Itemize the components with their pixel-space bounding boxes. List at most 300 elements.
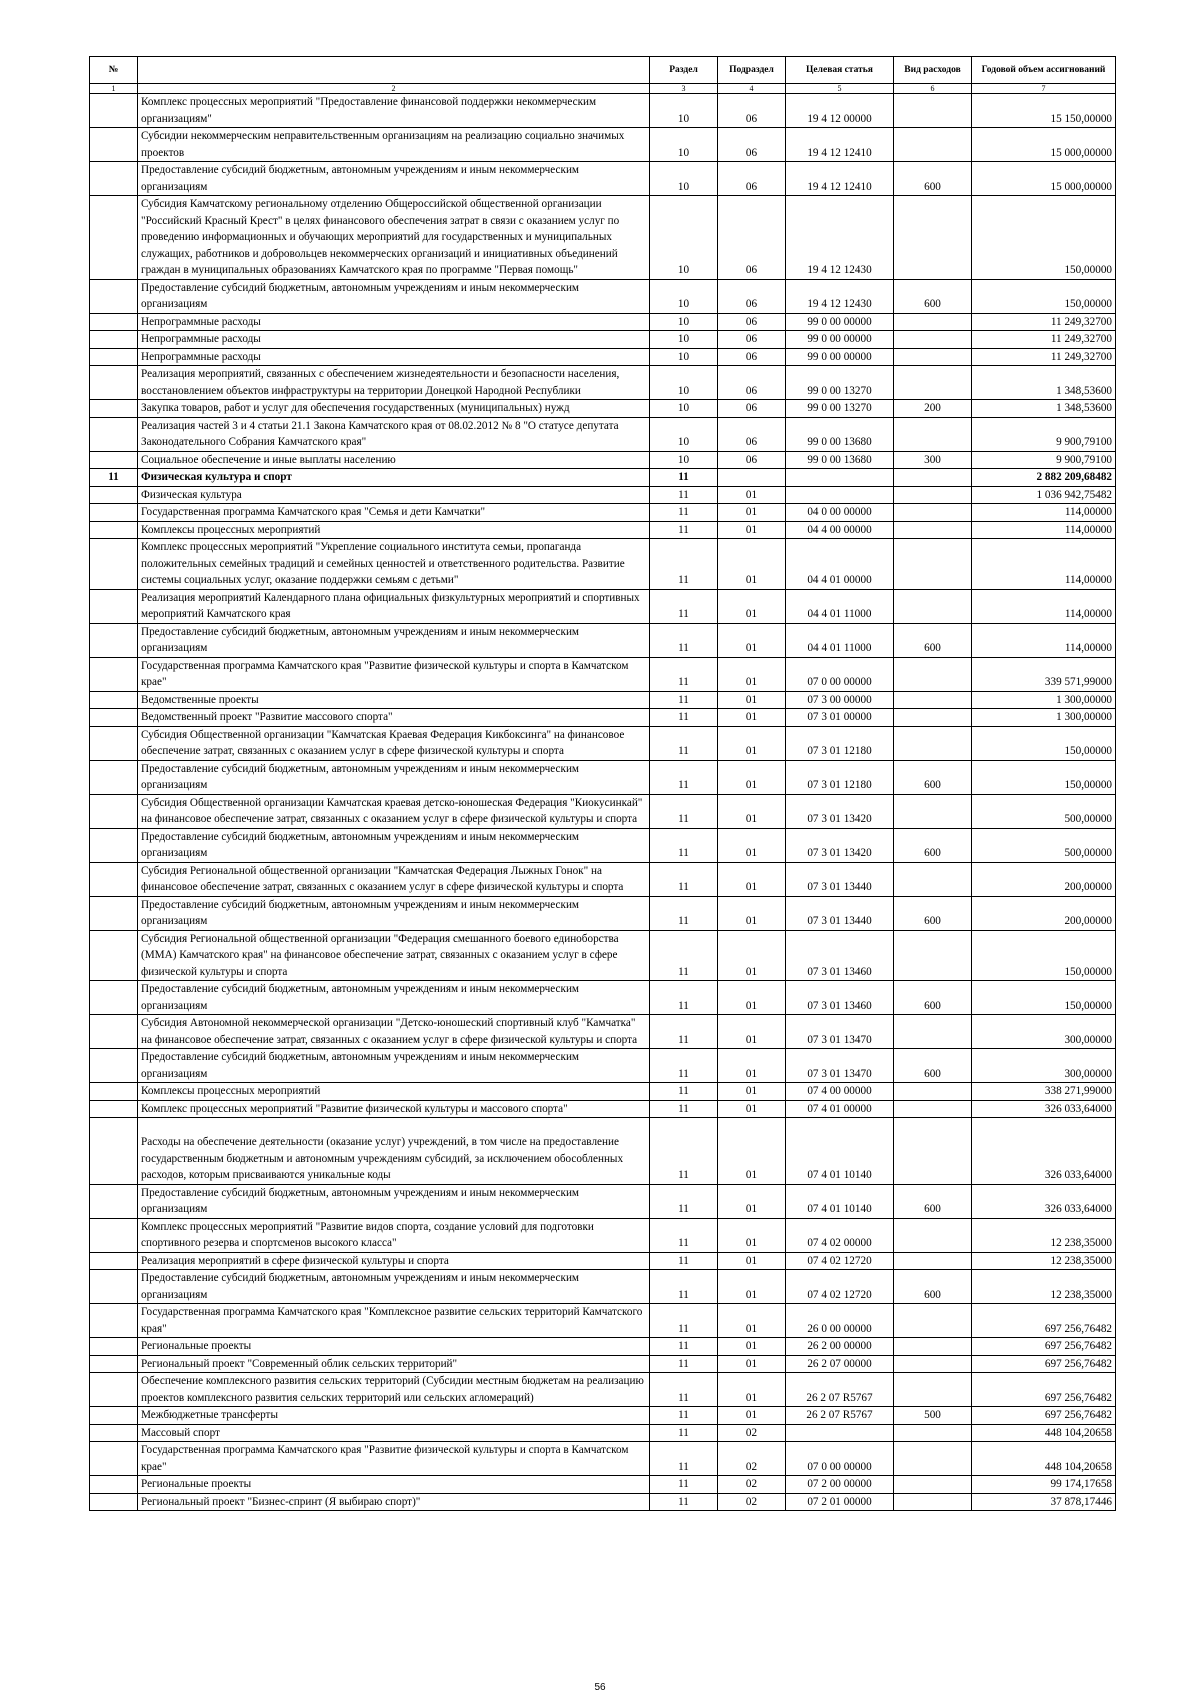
cell-name: Массовый спорт [138, 1424, 650, 1442]
cell-no [90, 1476, 138, 1494]
cell-razdel: 10 [650, 348, 718, 366]
cell-razdel: 11 [650, 1184, 718, 1218]
table-body [90, 94, 1116, 1511]
cell-name: Региональные проекты [138, 1338, 650, 1356]
cell-no [90, 794, 138, 828]
table-row [90, 709, 1116, 727]
cell-no [90, 930, 138, 981]
header-celevaya: Целевая статья [786, 57, 894, 84]
table-row [90, 1083, 1116, 1101]
cell-vid [894, 521, 972, 539]
cell-name: Обеспечение комплексного развития сельских территорий (Субсидии местным бюджетам на реализацию проектов комплексного развития сельских территорий или сельских агломераций) [138, 1373, 650, 1407]
cell-name: Комплексы процессных мероприятий [138, 1083, 650, 1101]
cell-razdel: 11 [650, 862, 718, 896]
cell-vid [894, 862, 972, 896]
cell-celevaya: 19 4 12 12410 [786, 162, 894, 196]
cell-razdel: 11 [650, 896, 718, 930]
cell-no [90, 726, 138, 760]
table-row [90, 1355, 1116, 1373]
cell-no [90, 1218, 138, 1252]
cell-amount: 200,00000 [972, 862, 1116, 896]
cell-no [90, 417, 138, 451]
table-row [90, 1476, 1116, 1494]
cell-vid [894, 589, 972, 623]
table-row [90, 981, 1116, 1015]
cell-vid: 300 [894, 451, 972, 469]
cell-amount: 114,00000 [972, 521, 1116, 539]
cell-no [90, 862, 138, 896]
table-row [90, 589, 1116, 623]
cell-vid [894, 1015, 972, 1049]
cell-name: Комплексы процессных мероприятий [138, 521, 650, 539]
cell-amount: 150,00000 [972, 760, 1116, 794]
cell-celevaya: 07 4 01 10140 [786, 1184, 894, 1218]
cell-razdel: 11 [650, 709, 718, 727]
cell-podrazdel: 06 [718, 196, 786, 280]
cell-no [90, 331, 138, 349]
cell-name: Предоставление субсидий бюджетным, автономным учреждениям и иным некоммерческим организациям [138, 623, 650, 657]
cell-celevaya: 99 0 00 13680 [786, 417, 894, 451]
cell-celevaya: 07 4 02 12720 [786, 1270, 894, 1304]
cell-podrazdel: 01 [718, 709, 786, 727]
cell-amount: 1 348,53600 [972, 400, 1116, 418]
cell-no [90, 828, 138, 862]
cell-razdel: 11 [650, 981, 718, 1015]
cell-amount: 150,00000 [972, 279, 1116, 313]
budget-table [89, 56, 1116, 1511]
cell-vid: 500 [894, 1407, 972, 1425]
cell-amount: 11 249,32700 [972, 313, 1116, 331]
cell-name: Непрограммные расходы [138, 331, 650, 349]
cell-podrazdel: 01 [718, 539, 786, 590]
cell-razdel: 10 [650, 331, 718, 349]
cell-celevaya: 19 4 12 00000 [786, 94, 894, 128]
cell-amount: 1 300,00000 [972, 709, 1116, 727]
cell-vid [894, 539, 972, 590]
cell-podrazdel: 01 [718, 1407, 786, 1425]
cell-podrazdel: 06 [718, 417, 786, 451]
cell-podrazdel: 02 [718, 1442, 786, 1476]
cell-razdel: 11 [650, 657, 718, 691]
cell-no [90, 1442, 138, 1476]
cell-no [90, 1184, 138, 1218]
cell-vid [894, 128, 972, 162]
cell-razdel: 11 [650, 1407, 718, 1425]
cell-vid [894, 504, 972, 522]
cell-podrazdel: 06 [718, 366, 786, 400]
cell-vid [894, 794, 972, 828]
cell-celevaya: 07 4 01 00000 [786, 1100, 894, 1118]
table-row [90, 94, 1116, 128]
cell-vid: 600 [894, 279, 972, 313]
cell-celevaya: 07 3 01 13440 [786, 862, 894, 896]
cell-podrazdel: 01 [718, 657, 786, 691]
cell-celevaya: 07 3 00 00000 [786, 691, 894, 709]
cell-podrazdel: 06 [718, 331, 786, 349]
cell-name: Государственная программа Камчатского края "Развитие физической культуры и спорта в Камчатском крае" [138, 1442, 650, 1476]
cell-celevaya: 04 4 00 00000 [786, 521, 894, 539]
cell-no [90, 1304, 138, 1338]
cell-razdel: 11 [650, 1442, 718, 1476]
cell-celevaya: 07 3 01 13470 [786, 1049, 894, 1083]
table-row [90, 366, 1116, 400]
cell-celevaya: 04 4 01 11000 [786, 589, 894, 623]
cell-podrazdel [718, 469, 786, 487]
cell-razdel: 11 [650, 794, 718, 828]
cell-vid [894, 348, 972, 366]
cell-no [90, 1083, 138, 1101]
cell-name: Комплекс процессных мероприятий "Развитие физической культуры и массового спорта" [138, 1100, 650, 1118]
cell-name: Субсидия Камчатскому региональному отделению Общероссийской общественной организации "Российский Красный Крест" в целях финансового обеспечения затрат в связи с оказанием услуг по проведению информационных и обучающих мероприятий для государственных и муниципальных служащих, работников и добровольцев некоммерческих организаций и инициативных объединений граждан в муниципальных образованиях Камчатского края по программе "Первая помощь" [138, 196, 650, 280]
cell-vid [894, 657, 972, 691]
cell-name: Расходы на обеспечение деятельности (оказание услуг) учреждений, в том числе на предоставление государственным бюджетным и автономным учреждениям субсидий, за исключением обособленных расходов, которым присваиваются уникальные коды [138, 1118, 650, 1185]
cell-amount: 150,00000 [972, 196, 1116, 280]
cell-no [90, 366, 138, 400]
cell-podrazdel: 01 [718, 1118, 786, 1185]
cell-vid: 600 [894, 760, 972, 794]
cell-vid [894, 94, 972, 128]
cell-podrazdel: 01 [718, 1304, 786, 1338]
table-row [90, 726, 1116, 760]
cell-razdel: 11 [650, 1355, 718, 1373]
cell-razdel: 10 [650, 128, 718, 162]
cell-name: Предоставление субсидий бюджетным, автономным учреждениям и иным некоммерческим организациям [138, 162, 650, 196]
table-row [90, 279, 1116, 313]
cell-no: 11 [90, 469, 138, 487]
cell-razdel: 11 [650, 504, 718, 522]
cell-podrazdel: 06 [718, 348, 786, 366]
cell-celevaya [786, 486, 894, 504]
cell-celevaya: 26 2 07 00000 [786, 1355, 894, 1373]
cell-podrazdel: 01 [718, 930, 786, 981]
cell-podrazdel: 01 [718, 1015, 786, 1049]
cell-amount: 326 033,64000 [972, 1184, 1116, 1218]
cell-vid [894, 1476, 972, 1494]
cell-celevaya: 99 0 00 13680 [786, 451, 894, 469]
table-row [90, 691, 1116, 709]
cell-razdel: 11 [650, 691, 718, 709]
cell-amount: 12 238,35000 [972, 1252, 1116, 1270]
table-row [90, 1049, 1116, 1083]
table-row [90, 504, 1116, 522]
table-row [90, 417, 1116, 451]
cell-no [90, 657, 138, 691]
cell-vid [894, 1442, 972, 1476]
cell-celevaya: 07 0 00 00000 [786, 657, 894, 691]
cell-razdel: 11 [650, 1049, 718, 1083]
cell-vid: 600 [894, 981, 972, 1015]
cell-name: Реализация мероприятий в сфере физической культуры и спорта [138, 1252, 650, 1270]
table-row [90, 521, 1116, 539]
cell-vid [894, 486, 972, 504]
budget-table-sheet [89, 56, 1115, 1511]
cell-name: Непрограммные расходы [138, 313, 650, 331]
cell-podrazdel: 02 [718, 1493, 786, 1511]
table-row [90, 1184, 1116, 1218]
cell-podrazdel: 01 [718, 1049, 786, 1083]
table-row [90, 862, 1116, 896]
cell-podrazdel: 01 [718, 623, 786, 657]
cell-podrazdel: 01 [718, 862, 786, 896]
cell-celevaya [786, 1424, 894, 1442]
cell-celevaya: 99 0 00 00000 [786, 348, 894, 366]
cell-amount: 9 900,79100 [972, 417, 1116, 451]
cell-celevaya: 07 3 01 13420 [786, 794, 894, 828]
header-vid: Вид расходов [894, 57, 972, 84]
cell-razdel: 11 [650, 1338, 718, 1356]
table-row [90, 657, 1116, 691]
table-row [90, 794, 1116, 828]
cell-podrazdel: 01 [718, 486, 786, 504]
cell-razdel: 10 [650, 94, 718, 128]
table-row [90, 1252, 1116, 1270]
cell-vid: 600 [894, 1049, 972, 1083]
cell-amount: 150,00000 [972, 930, 1116, 981]
cell-razdel: 10 [650, 400, 718, 418]
table-row [90, 539, 1116, 590]
cell-amount: 150,00000 [972, 981, 1116, 1015]
cell-razdel: 11 [650, 1252, 718, 1270]
column-number: 5 [786, 84, 894, 94]
cell-name: Предоставление субсидий бюджетным, автономным учреждениям и иным некоммерческим организациям [138, 1049, 650, 1083]
table-row [90, 486, 1116, 504]
cell-name: Предоставление субсидий бюджетным, автономным учреждениям и иным некоммерческим организациям [138, 896, 650, 930]
cell-podrazdel: 06 [718, 162, 786, 196]
cell-no [90, 1252, 138, 1270]
cell-celevaya: 19 4 12 12430 [786, 196, 894, 280]
table-row [90, 1442, 1116, 1476]
cell-no [90, 128, 138, 162]
cell-podrazdel: 06 [718, 94, 786, 128]
table-row [90, 313, 1116, 331]
cell-celevaya: 04 0 00 00000 [786, 504, 894, 522]
cell-name: Комплекс процессных мероприятий "Укрепление социального института семьи, пропаганда положительных семейных традиций и семейных ценностей и ответственного родительства. Развитие системы социальных услуг, оказание поддержки семьям с детьми" [138, 539, 650, 590]
cell-no [90, 1338, 138, 1356]
cell-no [90, 1407, 138, 1425]
cell-amount: 200,00000 [972, 896, 1116, 930]
cell-amount: 697 256,76482 [972, 1373, 1116, 1407]
cell-amount: 1 348,53600 [972, 366, 1116, 400]
cell-podrazdel: 01 [718, 589, 786, 623]
cell-no [90, 162, 138, 196]
column-number: 1 [90, 84, 138, 94]
cell-name: Субсидия Автономной некоммерческой организации "Детско-юношеский спортивный клуб "Камчатка" на финансовое обеспечение затрат, связанных с оказанием услуг в сфере физической культуры и спорта [138, 1015, 650, 1049]
cell-amount: 114,00000 [972, 623, 1116, 657]
cell-razdel: 11 [650, 1476, 718, 1494]
table-row [90, 348, 1116, 366]
cell-no [90, 589, 138, 623]
cell-no [90, 1355, 138, 1373]
cell-name: Реализация мероприятий, связанных с обеспечением жизнедеятельности и безопасности населения, восстановлением объектов инфраструктуры на территории Донецкой Народной Республики [138, 366, 650, 400]
cell-vid: 200 [894, 400, 972, 418]
cell-name: Предоставление субсидий бюджетным, автономным учреждениям и иным некоммерческим организациям [138, 1270, 650, 1304]
cell-podrazdel: 01 [718, 760, 786, 794]
cell-razdel: 10 [650, 451, 718, 469]
cell-celevaya: 99 0 00 00000 [786, 313, 894, 331]
cell-amount: 99 174,17658 [972, 1476, 1116, 1494]
cell-no [90, 1270, 138, 1304]
cell-vid [894, 930, 972, 981]
cell-razdel: 10 [650, 366, 718, 400]
cell-podrazdel: 02 [718, 1424, 786, 1442]
cell-celevaya: 07 3 01 13440 [786, 896, 894, 930]
cell-amount: 300,00000 [972, 1015, 1116, 1049]
cell-razdel: 10 [650, 279, 718, 313]
cell-razdel: 11 [650, 1493, 718, 1511]
column-number: 2 [138, 84, 650, 94]
column-number: 3 [650, 84, 718, 94]
cell-amount: 114,00000 [972, 589, 1116, 623]
cell-vid [894, 366, 972, 400]
cell-name: Предоставление субсидий бюджетным, автономным учреждениям и иным некоммерческим организациям [138, 760, 650, 794]
cell-vid [894, 1493, 972, 1511]
cell-amount: 448 104,20658 [972, 1442, 1116, 1476]
table-row [90, 1100, 1116, 1118]
cell-podrazdel: 01 [718, 1270, 786, 1304]
table-row [90, 1424, 1116, 1442]
cell-amount: 697 256,76482 [972, 1355, 1116, 1373]
cell-razdel: 11 [650, 828, 718, 862]
page-number: 56 [594, 1682, 606, 1693]
cell-amount: 697 256,76482 [972, 1304, 1116, 1338]
cell-name: Государственная программа Камчатского края "Семья и дети Камчатки" [138, 504, 650, 522]
table-row [90, 162, 1116, 196]
cell-amount: 500,00000 [972, 828, 1116, 862]
cell-amount: 15 150,00000 [972, 94, 1116, 128]
cell-razdel: 11 [650, 1218, 718, 1252]
cell-amount: 697 256,76482 [972, 1338, 1116, 1356]
cell-no [90, 504, 138, 522]
cell-name: Субсидия Общественной организации Камчатская краевая детско-юношеская Федерация "Киокусинкай" на финансовое обеспечение затрат, связанных с оказанием услуг в сфере физической культуры и спорта [138, 794, 650, 828]
cell-vid [894, 1252, 972, 1270]
cell-celevaya: 07 0 00 00000 [786, 1442, 894, 1476]
cell-name: Комплекс процессных мероприятий "Предоставление финансовой поддержки некоммерческим организациям" [138, 94, 650, 128]
cell-vid: 600 [894, 1270, 972, 1304]
cell-no [90, 451, 138, 469]
cell-amount: 326 033,64000 [972, 1100, 1116, 1118]
cell-vid [894, 1338, 972, 1356]
cell-celevaya: 26 0 00 00000 [786, 1304, 894, 1338]
table-row [90, 1338, 1116, 1356]
cell-celevaya: 04 4 01 00000 [786, 539, 894, 590]
cell-celevaya: 26 2 00 00000 [786, 1338, 894, 1356]
cell-razdel: 11 [650, 539, 718, 590]
cell-name: Реализация частей 3 и 4 статьи 21.1 Закона Камчатского края от 08.02.2012 № 8 "О статусе депутата Законодательного Собрания Камчатского края" [138, 417, 650, 451]
cell-celevaya: 07 2 00 00000 [786, 1476, 894, 1494]
table-row [90, 1218, 1116, 1252]
cell-amount: 300,00000 [972, 1049, 1116, 1083]
table-row [90, 451, 1116, 469]
table-row [90, 623, 1116, 657]
cell-no [90, 539, 138, 590]
column-number: 6 [894, 84, 972, 94]
cell-vid [894, 1083, 972, 1101]
cell-amount: 1 300,00000 [972, 691, 1116, 709]
cell-podrazdel: 06 [718, 313, 786, 331]
cell-podrazdel: 01 [718, 504, 786, 522]
cell-name: Физическая культура [138, 486, 650, 504]
table-row [90, 1373, 1116, 1407]
cell-no [90, 1493, 138, 1511]
cell-podrazdel: 01 [718, 1252, 786, 1270]
cell-razdel: 11 [650, 623, 718, 657]
cell-name: Закупка товаров, работ и услуг для обеспечения государственных (муниципальных) нужд [138, 400, 650, 418]
cell-name: Региональный проект "Бизнес-спринт (Я выбираю спорт)" [138, 1493, 650, 1511]
cell-razdel: 11 [650, 1015, 718, 1049]
table-row [90, 1270, 1116, 1304]
cell-amount: 114,00000 [972, 504, 1116, 522]
cell-amount: 15 000,00000 [972, 128, 1116, 162]
cell-celevaya: 07 3 01 12180 [786, 760, 894, 794]
cell-razdel: 10 [650, 196, 718, 280]
cell-no [90, 896, 138, 930]
header-name [138, 57, 650, 84]
cell-no [90, 196, 138, 280]
column-number: 4 [718, 84, 786, 94]
cell-name: Физическая культура и спорт [138, 469, 650, 487]
table-row [90, 1015, 1116, 1049]
cell-celevaya: 19 4 12 12430 [786, 279, 894, 313]
cell-razdel: 11 [650, 1100, 718, 1118]
cell-vid [894, 196, 972, 280]
cell-amount: 500,00000 [972, 794, 1116, 828]
cell-name: Непрограммные расходы [138, 348, 650, 366]
cell-razdel: 11 [650, 760, 718, 794]
cell-vid [894, 417, 972, 451]
cell-no [90, 760, 138, 794]
header-podrazdel: Подраздел [718, 57, 786, 84]
cell-celevaya [786, 469, 894, 487]
cell-amount: 697 256,76482 [972, 1407, 1116, 1425]
cell-podrazdel: 01 [718, 1338, 786, 1356]
cell-no [90, 400, 138, 418]
cell-no [90, 623, 138, 657]
cell-name: Предоставление субсидий бюджетным, автономным учреждениям и иным некоммерческим организациям [138, 828, 650, 862]
cell-razdel: 11 [650, 1304, 718, 1338]
table-row [90, 828, 1116, 862]
cell-vid [894, 1118, 972, 1185]
cell-name: Предоставление субсидий бюджетным, автономным учреждениям и иным некоммерческим организациям [138, 1184, 650, 1218]
cell-celevaya: 07 3 01 13460 [786, 930, 894, 981]
cell-name: Субсидия Региональной общественной организации "Камчатская Федерация Лыжных Гонок" на финансовое обеспечение затрат, связанных с оказанием услуг в сфере физической культуры и спорта [138, 862, 650, 896]
cell-amount: 2 882 209,68482 [972, 469, 1116, 487]
cell-celevaya: 99 0 00 00000 [786, 331, 894, 349]
cell-name: Субсидия Региональной общественной организации "Федерация смешанного боевого единоборства (ММА) Камчатского края" на финансовое обеспечение затрат, связанных с оказанием услуг в сфере физической культуры и спорта [138, 930, 650, 981]
cell-vid [894, 1304, 972, 1338]
cell-amount: 448 104,20658 [972, 1424, 1116, 1442]
table-row [90, 1407, 1116, 1425]
cell-name: Комплекс процессных мероприятий "Развитие видов спорта, создание условий для подготовки спортивного резерва и спортсменов высокого класса" [138, 1218, 650, 1252]
cell-vid [894, 1355, 972, 1373]
cell-celevaya: 07 4 02 00000 [786, 1218, 894, 1252]
cell-no [90, 1373, 138, 1407]
cell-podrazdel: 01 [718, 691, 786, 709]
cell-celevaya: 99 0 00 13270 [786, 400, 894, 418]
cell-vid [894, 1373, 972, 1407]
cell-razdel: 11 [650, 486, 718, 504]
cell-vid [894, 726, 972, 760]
cell-celevaya: 07 3 01 13460 [786, 981, 894, 1015]
cell-no [90, 1118, 138, 1185]
table-row [90, 400, 1116, 418]
cell-name: Государственная программа Камчатского края "Развитие физической культуры и спорта в Камчатском крае" [138, 657, 650, 691]
cell-podrazdel: 01 [718, 521, 786, 539]
cell-celevaya: 04 4 01 11000 [786, 623, 894, 657]
table-row [90, 1304, 1116, 1338]
cell-vid: 600 [894, 896, 972, 930]
cell-podrazdel: 01 [718, 1184, 786, 1218]
cell-razdel: 11 [650, 521, 718, 539]
